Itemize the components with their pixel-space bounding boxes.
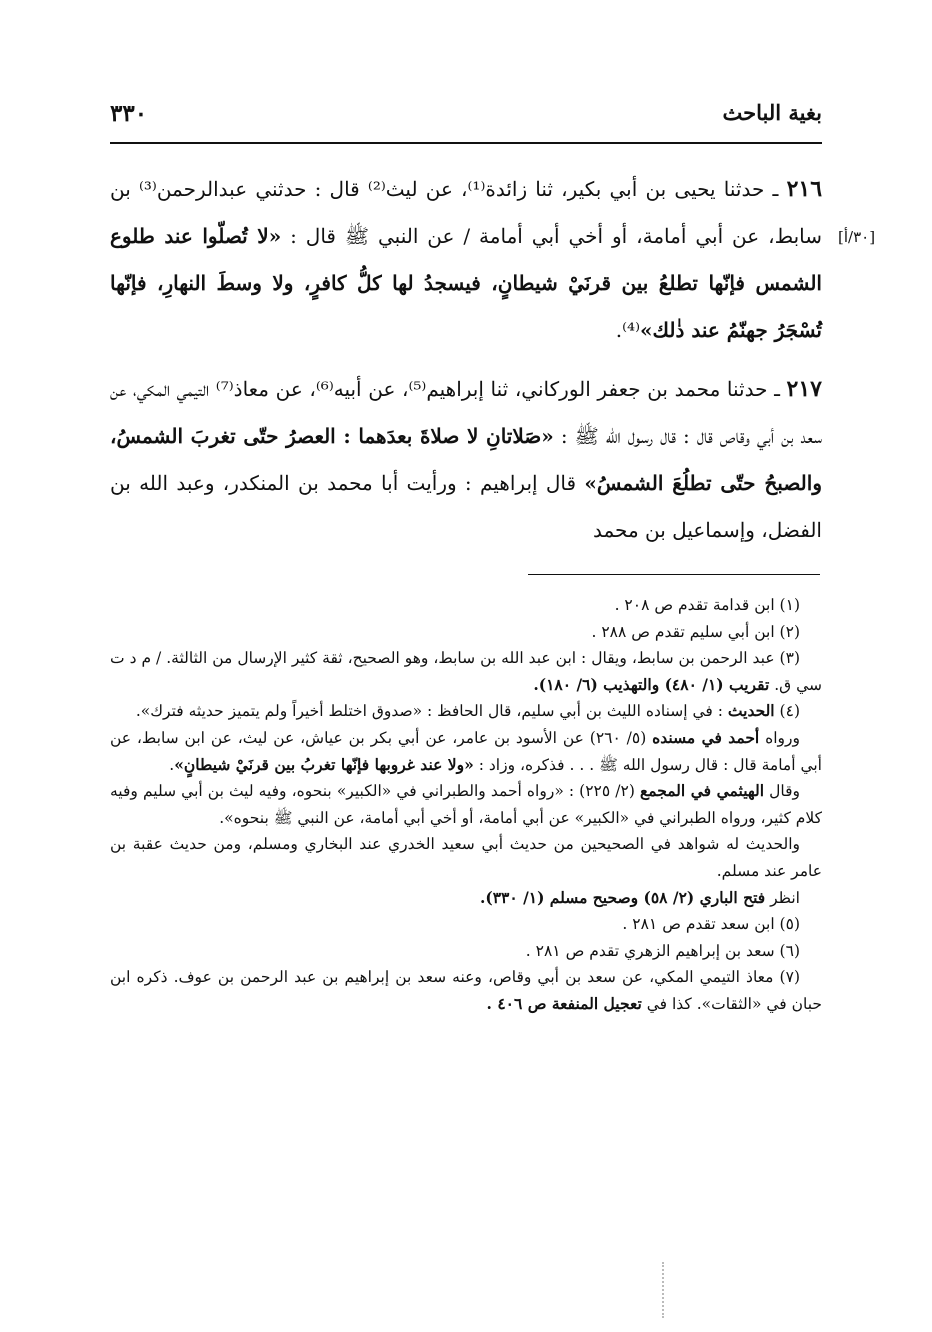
footnote-4 [110, 698, 822, 725]
footnote-reference: تقريب (١/ ٤٨٠) والتهذيب (٦/ ١٨٠). [533, 674, 770, 694]
footnote-7 [110, 964, 822, 1017]
footnote-4-see [110, 885, 822, 912]
hadith-number: ٢١٧ [786, 376, 822, 402]
book-title: بغية الباحث [722, 100, 822, 125]
main-text [110, 166, 822, 566]
footnote-text: ورواه [759, 728, 801, 747]
footnote-4-haythami [110, 778, 822, 831]
hadith-216 [110, 166, 822, 354]
footnote-separator [528, 574, 820, 575]
footnote-reference: فتح الباري (٢/ ٥٨) وصحيح مسلم (١/ ٣٣٠). [479, 887, 766, 907]
footnote-quote: «ولا عند غروبها فإنّها تغربُ بين قرنَيْ شيطانٍ» [174, 754, 474, 774]
footnote-text: (٣) عبد الرحمن بن سابط، ويقال : ابن عبد الله بن سابط، وهو الصحيح، ثقة كثير الإرسال من الثالثة. / م د ت سي ق. [110, 649, 822, 694]
footnote-keyword: الحديث [727, 701, 775, 721]
footnotes [110, 592, 822, 1018]
hadith-matn: «لا تُصلّوا عند طلوع الشمس فإنّها تطلعُ بين قرنَيْ شيطانٍ، فيسجدُ لها كلُّ كافرٍ، ولا وسطَ النهارِ، فإنّها تُسْجَرُ جهنّمُ عند ذٰلك» [110, 224, 822, 342]
footnote-text: . [169, 755, 175, 774]
hadith-number: ٢١٦ [786, 176, 823, 202]
footnote-4-ahmad [110, 725, 822, 778]
hadith-end: قال إبراهيم : ورأيت أبا محمد بن المنكدر، وعبد الله بن الفضل، وإسماعيل بن محمد [110, 471, 822, 542]
footnote-1: (١) ابن قدامة تقدم ص ٢٠٨ . [614, 596, 800, 614]
footnote-6: (٦) سعد بن إبراهيم الزهري تقدم ص ٢٨١ . [525, 941, 800, 960]
footnote-4-shawahid: والحديث له شواهد في الصحيحين من حديث أبي سعيد الخدري عند البخاري ومسلم، ومن حديث عقبة بن عامر عند مسلم. [110, 835, 822, 880]
hadith-isnad: ـ حدثنا محمد بن جعفر الوركاني، ثنا إبراهيم⁽⁵⁾، عن أبيه⁽⁶⁾، عن معاذ⁽⁷⁾ التيمي المكي، عن سعد بن أبي وقاص قال : قال رسول الله ﷺ : [110, 377, 822, 448]
footnote-text: (٧) معاذ التيمي المكي، عن سعد بن أبي وقاص، وعنه سعد بن إبراهيم بن عبد الرحمن بن عوف. ذكره ابن حبان في «الثقات». كذا في [110, 968, 822, 1013]
footnote-text: (٢/ ٢٢٥) : «رواه أحمد والطبراني في «الكبير» بنحوه، وفيه ليث بن أبي سليم وفيه كلام كثير، ورواه الطبراني في «الكبير» عن أبي أمامة، أو أخي أبي أمامة، عن النبي ﷺ بنحوه». [110, 782, 822, 827]
footnote-2: (٢) ابن أبي سليم تقدم ص ٢٨٨ . [591, 622, 800, 641]
footnote-3 [110, 645, 822, 698]
footnote-reference: تعجيل المنفعة ص ٤٠٦ . [486, 993, 642, 1013]
hadith-end: ⁽⁴⁾. [615, 318, 640, 342]
footnote-marker: (٤) [774, 702, 800, 721]
hadith-isnad: ـ حدثنا يحيى بن أبي بكير، ثنا زائدة⁽¹⁾، عن ليث⁽²⁾ قال : حدثني عبدالرحمن⁽³⁾ بن سابط، عن أبي أمامة، أو أخي أبي أمامة / عن النبي ﷺ قال : [110, 177, 822, 248]
footnote-text: وقال [764, 782, 801, 801]
scan-artifact [662, 1262, 666, 1318]
footnote-reference: أحمد في مسنده [652, 727, 760, 747]
page-header [110, 96, 822, 144]
footnote-5: (٥) ابن سعد تقدم ص ٢٨١ . [622, 915, 800, 934]
page-number: ٣٣٠ [110, 100, 148, 127]
footnote-text: انظر [765, 888, 800, 907]
manuscript-folio-note: [٣٠/أ] [838, 228, 876, 246]
hadith-matn: «صَلاتانِ لا صلاةَ بعدَهما : العصرُ حتّى تغربَ الشمسُ، والصبحُ حتّى تطلُعَ الشمسُ» [110, 424, 822, 495]
hadith-217 [110, 366, 822, 554]
footnote-text: : في إسناده الليث بن أبي سليم، قال الحافظ : «صدوق اختلط أخيراً ولم يتميز حديثه فترك». [135, 702, 728, 721]
footnote-text: (٥/ ٢٦٠) عن الأسود بن عامر، عن أبي بكر بن عياش، عن ليث، عن ابن سابط، عن أبي أمامة قال : قال رسول الله ﷺ . . . فذكره، وزاد : [110, 728, 822, 774]
footnote-reference: الهيثمي في المجمع [640, 781, 765, 801]
